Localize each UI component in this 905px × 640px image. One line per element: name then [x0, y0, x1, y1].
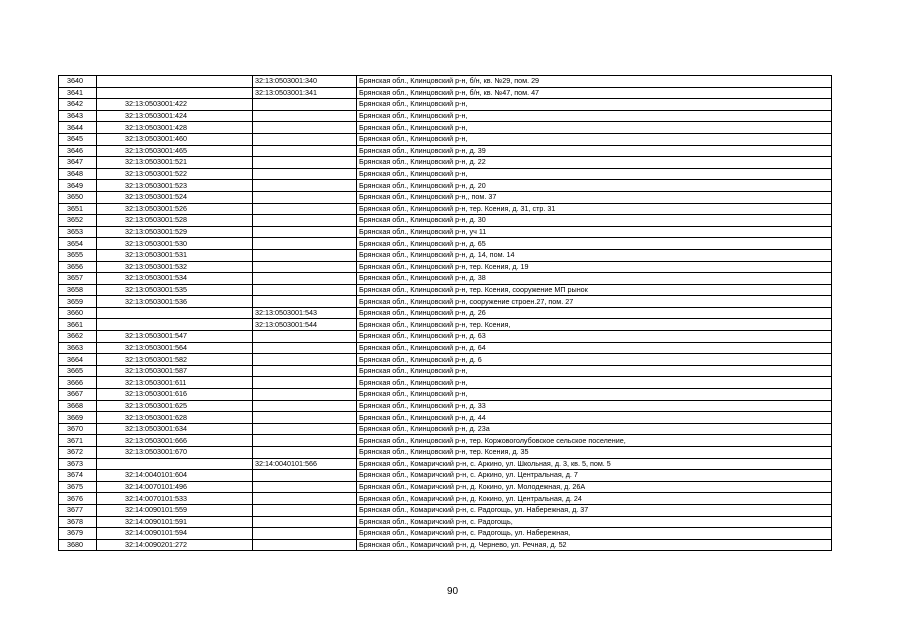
- row-number-cell: 3650: [59, 191, 97, 203]
- address-cell: Брянская обл., Клинцовский р-н, д. 26: [357, 307, 832, 319]
- address-cell: Брянская обл., Комаричский р-н, с. Аркино, ул. Школьная, д. 3, кв. 5, пом. 5: [357, 458, 832, 470]
- row-number-cell: 3657: [59, 273, 97, 285]
- address-cell: Брянская обл., Клинцовский р-н, тер. Коржовоголубовское сельское поселение,: [357, 435, 832, 447]
- address-cell: Брянская обл., Клинцовский р-н,: [357, 122, 832, 134]
- cadastral-number-cell: [97, 87, 253, 99]
- linked-cadastral-number-cell: [253, 331, 357, 343]
- table-row: [59, 76, 832, 88]
- linked-cadastral-number-cell: [253, 481, 357, 493]
- table-row: [59, 168, 832, 180]
- address-cell: Брянская обл., Клинцовский р-н, д. 23а: [357, 423, 832, 435]
- cadastral-number-cell: 32:13:0503001:428: [97, 122, 253, 134]
- address-cell: Брянская обл., Клинцовский р-н, уч 11: [357, 226, 832, 238]
- row-number-cell: 3651: [59, 203, 97, 215]
- cadastral-number-cell: 32:13:0503001:534: [97, 273, 253, 285]
- address-cell: Брянская обл., Клинцовский р-н,: [357, 168, 832, 180]
- row-number-cell: 3658: [59, 284, 97, 296]
- cadastral-number-cell: 32:13:0503001:547: [97, 331, 253, 343]
- cadastral-number-cell: 32:13:0503001:523: [97, 180, 253, 192]
- address-cell: Брянская обл., Клинцовский р-н,: [357, 377, 832, 389]
- address-cell: Брянская обл., Клинцовский р-н,: [357, 389, 832, 401]
- address-cell: Брянская обл., Клинцовский р-н, тер. Ксения, д. 31, стр. 31: [357, 203, 832, 215]
- linked-cadastral-number-cell: [253, 412, 357, 424]
- table-row: [59, 191, 832, 203]
- linked-cadastral-number-cell: 32:13:0503001:543: [253, 307, 357, 319]
- table-row: [59, 319, 832, 331]
- cadastral-number-cell: 32:13:0503001:611: [97, 377, 253, 389]
- cadastral-number-cell: 32:13:0503001:582: [97, 354, 253, 366]
- row-number-cell: 3645: [59, 133, 97, 145]
- row-number-cell: 3665: [59, 365, 97, 377]
- cadastral-number-cell: 32:14:0090101:559: [97, 504, 253, 516]
- address-cell: Брянская обл., Комаричский р-н, д. Кокино, ул. Центральная, д. 24: [357, 493, 832, 505]
- cadastral-number-cell: 32:14:0090101:594: [97, 528, 253, 540]
- cadastral-number-cell: 32:14:0090201:272: [97, 539, 253, 551]
- row-number-cell: 3670: [59, 423, 97, 435]
- linked-cadastral-number-cell: [253, 400, 357, 412]
- table-row: [59, 145, 832, 157]
- table-row: [59, 354, 832, 366]
- address-cell: Брянская обл., Клинцовский р-н, сооружение строен.27, пом. 27: [357, 296, 832, 308]
- cadastral-number-cell: 32:13:0503001:524: [97, 191, 253, 203]
- cadastral-number-cell: 32:13:0503001:460: [97, 133, 253, 145]
- cadastral-number-cell: [97, 458, 253, 470]
- table-row: [59, 412, 832, 424]
- row-number-cell: 3679: [59, 528, 97, 540]
- linked-cadastral-number-cell: [253, 110, 357, 122]
- address-cell: Брянская обл., Клинцовский р-н, б/н, кв. №47, пом. 47: [357, 87, 832, 99]
- address-cell: Брянская обл., Комаричский р-н, с. Аркино, ул. Центральная, д. 7: [357, 470, 832, 482]
- table-row: [59, 423, 832, 435]
- address-cell: Брянская обл., Клинцовский р-н, д. 20: [357, 180, 832, 192]
- row-number-cell: 3660: [59, 307, 97, 319]
- table-row: [59, 296, 832, 308]
- cadastral-number-cell: 32:13:0503001:670: [97, 447, 253, 459]
- table-row: [59, 516, 832, 528]
- table-row: [59, 273, 832, 285]
- row-number-cell: 3656: [59, 261, 97, 273]
- table-row: [59, 528, 832, 540]
- linked-cadastral-number-cell: [253, 389, 357, 401]
- linked-cadastral-number-cell: [253, 238, 357, 250]
- table-row: [59, 389, 832, 401]
- linked-cadastral-number-cell: [253, 284, 357, 296]
- address-cell: Брянская обл., Клинцовский р-н, тер. Ксения, д. 35: [357, 447, 832, 459]
- address-cell: Брянская обл., Клинцовский р-н, д. 22: [357, 157, 832, 169]
- row-number-cell: 3662: [59, 331, 97, 343]
- row-number-cell: 3648: [59, 168, 97, 180]
- address-cell: Брянская обл., Клинцовский р-н, тер. Ксения,: [357, 319, 832, 331]
- row-number-cell: 3655: [59, 249, 97, 261]
- row-number-cell: 3646: [59, 145, 97, 157]
- table-row: [59, 539, 832, 551]
- linked-cadastral-number-cell: [253, 145, 357, 157]
- cadastral-number-cell: 32:13:0503001:532: [97, 261, 253, 273]
- table-row: [59, 157, 832, 169]
- cadastral-number-cell: 32:13:0503001:666: [97, 435, 253, 447]
- table-row: [59, 493, 832, 505]
- row-number-cell: 3680: [59, 539, 97, 551]
- page-number: 90: [446, 586, 459, 597]
- linked-cadastral-number-cell: [253, 168, 357, 180]
- linked-cadastral-number-cell: [253, 354, 357, 366]
- table-row: [59, 249, 832, 261]
- cadastral-number-cell: 32:13:0503001:535: [97, 284, 253, 296]
- cadastral-number-cell: 32:14:0070101:533: [97, 493, 253, 505]
- linked-cadastral-number-cell: [253, 447, 357, 459]
- linked-cadastral-number-cell: [253, 157, 357, 169]
- cadastral-number-cell: 32:13:0503001:536: [97, 296, 253, 308]
- linked-cadastral-number-cell: [253, 516, 357, 528]
- row-number-cell: 3641: [59, 87, 97, 99]
- linked-cadastral-number-cell: [253, 133, 357, 145]
- table-row: [59, 261, 832, 273]
- linked-cadastral-number-cell: 32:13:0503001:340: [253, 76, 357, 88]
- linked-cadastral-number-cell: [253, 261, 357, 273]
- address-cell: Брянская обл., Клинцовский р-н,: [357, 365, 832, 377]
- address-cell: Брянская обл., Комаричский р-н, с. Радогощь,: [357, 516, 832, 528]
- row-number-cell: 3642: [59, 99, 97, 111]
- table-row: [59, 133, 832, 145]
- cadastral-number-cell: 32:13:0503001:521: [97, 157, 253, 169]
- row-number-cell: 3659: [59, 296, 97, 308]
- row-number-cell: 3643: [59, 110, 97, 122]
- row-number-cell: 3671: [59, 435, 97, 447]
- address-cell: Брянская обл., Клинцовский р-н, д. 39: [357, 145, 832, 157]
- table-row: [59, 470, 832, 482]
- linked-cadastral-number-cell: [253, 342, 357, 354]
- row-number-cell: 3666: [59, 377, 97, 389]
- table-row: [59, 110, 832, 122]
- address-cell: Брянская обл., Клинцовский р-н, б/н, кв. №29, пом. 29: [357, 76, 832, 88]
- row-number-cell: 3652: [59, 215, 97, 227]
- registry-table: [58, 75, 832, 551]
- row-number-cell: 3676: [59, 493, 97, 505]
- table-row: [59, 180, 832, 192]
- linked-cadastral-number-cell: [253, 191, 357, 203]
- address-cell: Брянская обл., Клинцовский р-н, д. 30: [357, 215, 832, 227]
- address-cell: Брянская обл., Комаричский р-н, д. Кокино, ул. Молодежная, д. 26А: [357, 481, 832, 493]
- row-number-cell: 3644: [59, 122, 97, 134]
- table-row: [59, 87, 832, 99]
- table-row: [59, 307, 832, 319]
- linked-cadastral-number-cell: 32:14:0040101:566: [253, 458, 357, 470]
- cadastral-number-cell: 32:13:0503001:564: [97, 342, 253, 354]
- row-number-cell: 3675: [59, 481, 97, 493]
- linked-cadastral-number-cell: [253, 249, 357, 261]
- cadastral-number-cell: 32:13:0503001:625: [97, 400, 253, 412]
- cadastral-number-cell: 32:13:0503001:530: [97, 238, 253, 250]
- table-row: [59, 377, 832, 389]
- linked-cadastral-number-cell: [253, 435, 357, 447]
- table-row: [59, 215, 832, 227]
- cadastral-number-cell: 32:14:0040101:604: [97, 470, 253, 482]
- cadastral-number-cell: 32:13:0503001:531: [97, 249, 253, 261]
- address-cell: Брянская обл., Клинцовский р-н, тер. Ксения, сооружение МП рынок: [357, 284, 832, 296]
- linked-cadastral-number-cell: [253, 493, 357, 505]
- linked-cadastral-number-cell: [253, 203, 357, 215]
- row-number-cell: 3667: [59, 389, 97, 401]
- table-row: [59, 203, 832, 215]
- linked-cadastral-number-cell: [253, 539, 357, 551]
- linked-cadastral-number-cell: [253, 99, 357, 111]
- linked-cadastral-number-cell: 32:13:0503001:544: [253, 319, 357, 331]
- cadastral-number-cell: 32:13:0503001:526: [97, 203, 253, 215]
- linked-cadastral-number-cell: [253, 180, 357, 192]
- row-number-cell: 3664: [59, 354, 97, 366]
- linked-cadastral-number-cell: [253, 528, 357, 540]
- address-cell: Брянская обл., Клинцовский р-н, д. 38: [357, 273, 832, 285]
- address-cell: Брянская обл., Клинцовский р-н,: [357, 110, 832, 122]
- table-row: [59, 331, 832, 343]
- cadastral-number-cell: 32:13:0503001:529: [97, 226, 253, 238]
- row-number-cell: 3663: [59, 342, 97, 354]
- address-cell: Брянская обл., Комаричский р-н, с. Радогощь, ул. Набережная, д. 37: [357, 504, 832, 516]
- table-row: [59, 481, 832, 493]
- row-number-cell: 3672: [59, 447, 97, 459]
- row-number-cell: 3677: [59, 504, 97, 516]
- address-cell: Брянская обл., Клинцовский р-н,: [357, 99, 832, 111]
- table-row: [59, 365, 832, 377]
- linked-cadastral-number-cell: [253, 122, 357, 134]
- row-number-cell: 3654: [59, 238, 97, 250]
- cadastral-number-cell: 32:13:0503001:465: [97, 145, 253, 157]
- table-row: [59, 99, 832, 111]
- table-row: [59, 226, 832, 238]
- linked-cadastral-number-cell: 32:13:0503001:341: [253, 87, 357, 99]
- cadastral-number-cell: 32:14:0090101:591: [97, 516, 253, 528]
- linked-cadastral-number-cell: [253, 365, 357, 377]
- address-cell: Брянская обл., Комаричский р-н, д. Чернево, ул. Речная, д. 52: [357, 539, 832, 551]
- table-row: [59, 400, 832, 412]
- linked-cadastral-number-cell: [253, 226, 357, 238]
- cadastral-number-cell: 32:13:0503001:628: [97, 412, 253, 424]
- row-number-cell: 3647: [59, 157, 97, 169]
- row-number-cell: 3674: [59, 470, 97, 482]
- cadastral-number-cell: 32:14:0070101:496: [97, 481, 253, 493]
- table-row: [59, 342, 832, 354]
- cadastral-number-cell: 32:13:0503001:587: [97, 365, 253, 377]
- linked-cadastral-number-cell: [253, 215, 357, 227]
- linked-cadastral-number-cell: [253, 470, 357, 482]
- row-number-cell: 3649: [59, 180, 97, 192]
- row-number-cell: 3678: [59, 516, 97, 528]
- row-number-cell: 3661: [59, 319, 97, 331]
- table-row: [59, 122, 832, 134]
- address-cell: Брянская обл., Комаричский р-н, с. Радогощь, ул. Набережная,: [357, 528, 832, 540]
- cadastral-number-cell: 32:13:0503001:634: [97, 423, 253, 435]
- table-row: [59, 504, 832, 516]
- table-row: [59, 284, 832, 296]
- table-row: [59, 238, 832, 250]
- address-cell: Брянская обл., Клинцовский р-н, д. 14, пом. 14: [357, 249, 832, 261]
- table-row: [59, 435, 832, 447]
- cadastral-number-cell: [97, 307, 253, 319]
- row-number-cell: 3669: [59, 412, 97, 424]
- linked-cadastral-number-cell: [253, 423, 357, 435]
- address-cell: Брянская обл., Клинцовский р-н, д. 64: [357, 342, 832, 354]
- row-number-cell: 3653: [59, 226, 97, 238]
- table-row: [59, 458, 832, 470]
- cadastral-number-cell: 32:13:0503001:422: [97, 99, 253, 111]
- registry-table-body: [59, 76, 832, 551]
- linked-cadastral-number-cell: [253, 296, 357, 308]
- cadastral-number-cell: 32:13:0503001:424: [97, 110, 253, 122]
- address-cell: Брянская обл., Клинцовский р-н, д. 63: [357, 331, 832, 343]
- address-cell: Брянская обл., Клинцовский р-н, д. 44: [357, 412, 832, 424]
- linked-cadastral-number-cell: [253, 377, 357, 389]
- row-number-cell: 3640: [59, 76, 97, 88]
- address-cell: Брянская обл., Клинцовский р-н, д. 6: [357, 354, 832, 366]
- cadastral-number-cell: [97, 76, 253, 88]
- linked-cadastral-number-cell: [253, 504, 357, 516]
- row-number-cell: 3668: [59, 400, 97, 412]
- address-cell: Брянская обл., Клинцовский р-н,: [357, 133, 832, 145]
- address-cell: Брянская обл., Клинцовский р-н, д. 33: [357, 400, 832, 412]
- address-cell: Брянская обл., Клинцовский р-н,, пом. 37: [357, 191, 832, 203]
- cadastral-number-cell: 32:13:0503001:616: [97, 389, 253, 401]
- address-cell: Брянская обл., Клинцовский р-н, тер. Ксения, д. 19: [357, 261, 832, 273]
- table-row: [59, 447, 832, 459]
- address-cell: Брянская обл., Клинцовский р-н, д. 65: [357, 238, 832, 250]
- linked-cadastral-number-cell: [253, 273, 357, 285]
- row-number-cell: 3673: [59, 458, 97, 470]
- cadastral-number-cell: 32:13:0503001:522: [97, 168, 253, 180]
- cadastral-number-cell: [97, 319, 253, 331]
- cadastral-number-cell: 32:13:0503001:528: [97, 215, 253, 227]
